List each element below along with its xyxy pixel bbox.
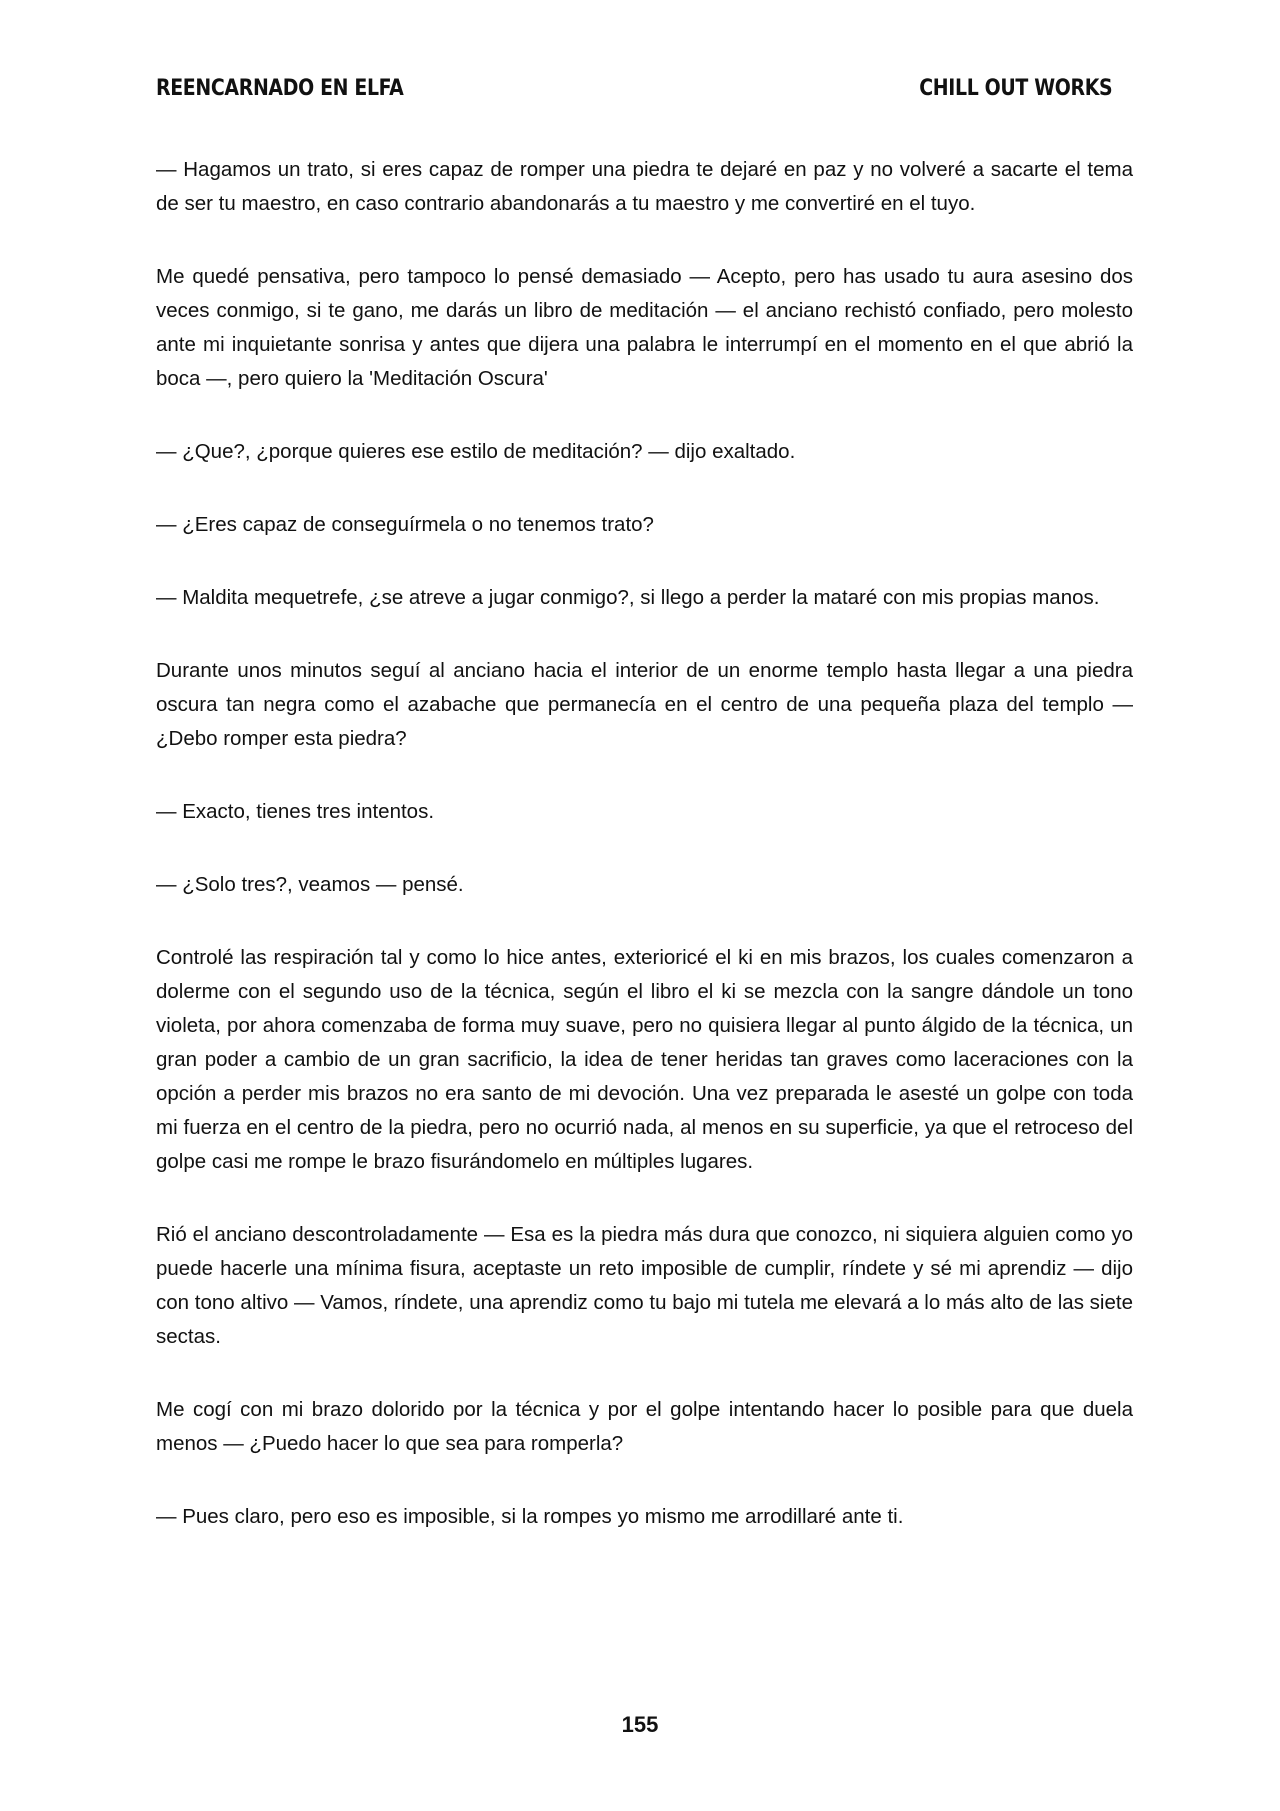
paragraph: Rió el anciano descontroladamente — Esa es la piedra más dura que conozco, ni siquiera alguien como yo puede hacerle una mínima fisura, aceptaste un reto imposible de cumplir, ríndete y sé mi aprendiz — dijo con tono altivo — Vamos, ríndete, una aprendiz como tu bajo mi tutela me elevará a lo más alto de las siete sectas. — [156, 1223, 1133, 1348]
paragraph: — Pues claro, pero eso es imposible, si la rompes yo mismo me arrodillaré ante ti. — [156, 1505, 904, 1528]
paragraph: Me cogí con mi brazo dolorido por la técnica y por el golpe intentando hacer lo posible para que duela menos — ¿Puedo hacer lo que sea para romperla? — [156, 1398, 1133, 1455]
page-number: 155 — [621, 1712, 659, 1737]
paragraph: Durante unos minutos seguí al anciano hacia el interior de un enorme templo hasta llegar a una piedra oscura tan negra como el azabache que permanecía en el centro de una pequeña plaza del templo — ¿Debo romper esta piedra? — [156, 659, 1133, 750]
page-body — [156, 153, 1133, 1573]
book-title: REENCARNADO EN ELFA — [156, 76, 404, 101]
paragraph: — Maldita mequetrefe, ¿se atreve a jugar conmigo?, si llego a perder la mataré con mis propias manos. — [156, 586, 1100, 609]
paragraph: Me quedé pensativa, pero tampoco lo pensé demasiado — Acepto, pero has usado tu aura asesino dos veces conmigo, si te gano, me darás un libro de meditación — el anciano rechistó confiado, pero molesto ante mi inquietante sonrisa y antes que dijera una palabra le interrumpí en el momento en el que abrió la boca —, pero quiero la 'Meditación Oscura' — [156, 265, 1133, 390]
paragraph: — Exacto, tienes tres intentos. — [156, 800, 435, 823]
paragraph: Controlé las respiración tal y como lo hice antes, exterioricé el ki en mis brazos, los cuales comenzaron a dolerme con el segundo uso de la técnica, según el libro el ki se mezcla con la sangre dándole un tono violeta, por ahora comenzaba de forma muy suave, pero no quisiera llegar al punto álgido de la técnica, un gran poder a cambio de un gran sacrificio, la idea de tener heridas tan graves como laceraciones con la opción a perder mis brazos no era santo de mi devoción. Una vez preparada le asesté un golpe con toda mi fuerza en el centro de la piedra, pero no ocurrió nada, al menos en su superficie, ya que el retroceso del golpe casi me rompe le brazo fisurándomelo en múltiples lugares. — [156, 946, 1133, 1173]
publisher-name: CHILL OUT WORKS — [919, 76, 1113, 101]
running-header — [156, 76, 1112, 101]
paragraph: — Hagamos un trato, si eres capaz de romper una piedra te dejaré en paz y no volveré a sacarte el tema de ser tu maestro, en caso contrario abandonarás a tu maestro y me convertiré en el tuyo. — [156, 158, 1133, 215]
paragraph: — ¿Eres capaz de conseguírmela o no tenemos trato? — [156, 513, 654, 536]
paragraph: — ¿Que?, ¿porque quieres ese estilo de meditación? — dijo exaltado. — [156, 440, 796, 463]
paragraph: — ¿Solo tres?, veamos — pensé. — [156, 873, 464, 896]
